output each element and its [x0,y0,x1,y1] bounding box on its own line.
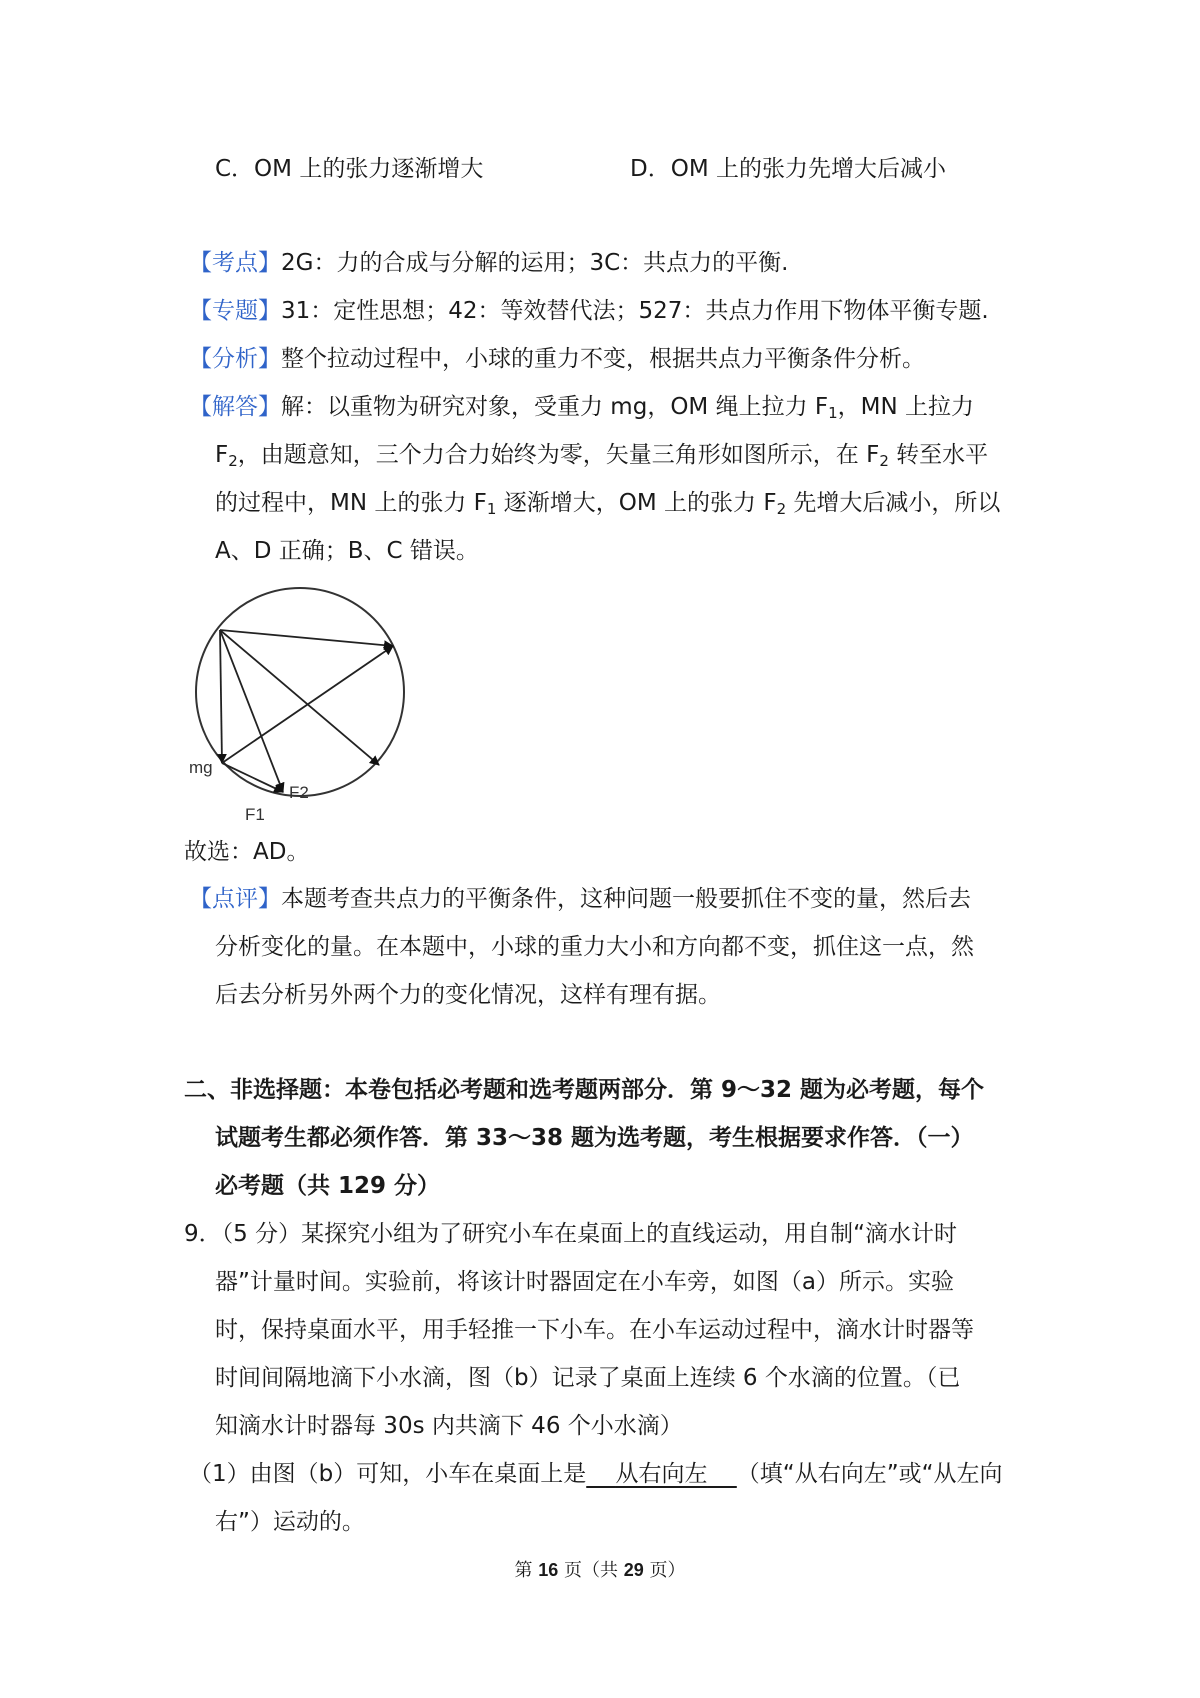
page-footer: 第 16 页（共 29 页） [514,1560,686,1581]
jieda-line-4: A、D 正确；B、C 错误。 [215,538,479,564]
kaodian-row [189,247,788,279]
jieda-line-2 [215,439,988,471]
page-total: 29 [623,1560,644,1580]
q9-part1-line-1 [189,1458,1003,1490]
vector-line [220,630,393,646]
mg-label: mg [189,758,213,777]
dianping-tag: 【点评】 [189,886,281,912]
f1-label: F1 [245,805,265,824]
q9-part1-text-b: （填“从右向左”或“从左向 [736,1461,1003,1487]
q9-part1-answer: 从右向左 [615,1461,708,1487]
option-d: D．OM 上的张力先增大后减小 [630,156,946,182]
q9-line-1: 9．（5 分）某探究小组为了研究小车在桌面上的直线运动，用自制“滴水计时 [184,1221,957,1247]
answer-choice: 故选：AD。 [184,839,310,865]
q9-line-2: 器”计量时间。实验前，将该计时器固定在小车旁，如图（a）所示。实验 [215,1269,955,1295]
zhuanti-text: 31：定性思想；42：等效替代法；527：共点力作用下物体平衡专题. [281,298,989,324]
subscript-2: 2 [228,452,238,470]
f2-label: F2 [289,783,309,802]
fenxi-row [189,343,925,375]
dianping-text-1: 本题考查共点力的平衡条件，这种问题一般要抓住不变的量，然后去 [281,886,971,912]
q9-line-5: 知滴水计时器每 30s 内共滴下 46 个小水滴） [215,1413,683,1439]
dianping-line-2: 分析变化的量。在本题中，小球的重力大小和方向都不变，抓住这一点，然 [215,934,974,960]
jieda-text-2a: F [215,442,229,468]
jieda-text-3a: 的过程中，MN 上的张力 F [215,490,487,516]
jieda-tag: 【解答】 [189,394,281,420]
vector-line [220,630,379,765]
jieda-text-1b: ，MN 上拉力 [837,394,975,420]
jieda-line-3 [215,487,1000,519]
section-heading-line-1: 二、非选择题：本卷包括必考题和选考题两部分．第 9～32 题为必考题，每个 [184,1077,985,1103]
section-heading-line-3: 必考题（共 129 分） [215,1173,441,1199]
zhuanti-tag: 【专题】 [189,298,281,324]
vector-line [222,646,393,763]
dianping-line-1 [189,883,971,915]
subscript-1: 1 [486,500,497,518]
subscript-2: 2 [879,452,889,470]
jieda-text-3b: 逐渐增大，OM 上的张力 F [496,490,777,516]
section-heading-line-2: 试题考生都必须作答．第 33～38 题为选考题，考生根据要求作答．（一） [215,1125,974,1151]
subscript-2: 2 [776,500,787,518]
jieda-text-3c: 先增大后减小，所以 [786,490,1001,516]
jieda-text-2b: ，由题意知，三个力合力始终为零，矢量三角形如图所示，在 F [237,442,880,468]
fenxi-tag: 【分析】 [189,346,281,372]
q9-part1-line-2: 右”）运动的。 [215,1509,365,1535]
kaodian-tag: 【考点】 [189,250,281,276]
q9-line-4: 时间间隔地滴下小水滴，图（b）记录了桌面上连续 6 个水滴的位置。（已 [215,1365,961,1391]
kaodian-text: 2G：力的合成与分解的运用；3C：共点力的平衡. [281,250,789,276]
q9-line-3: 时，保持桌面水平，用手轻推一下小车。在小车运动过程中，滴水计时器等 [215,1317,974,1343]
page-number: 16 [538,1560,559,1580]
jieda-line-1 [189,391,974,423]
zhuanti-row [189,295,989,327]
q9-part1-text-a: （1）由图（b）可知，小车在桌面上是 [189,1461,587,1487]
option-c: C．OM 上的张力逐渐增大 [215,156,484,182]
dianping-line-3: 后去分析另外两个力的变化情况，这样有理有据。 [215,982,721,1008]
force-vector-diagram [185,580,425,830]
jieda-text-2c: 转至水平 [888,442,989,468]
jieda-text-1a: 解：以重物为研究对象，受重力 mg，OM 绳上拉力 F [281,394,829,420]
subscript-1: 1 [828,404,838,422]
fenxi-text: 整个拉动过程中，小球的重力不变，根据共点力平衡条件分析。 [281,346,925,372]
vector-line [220,630,222,763]
